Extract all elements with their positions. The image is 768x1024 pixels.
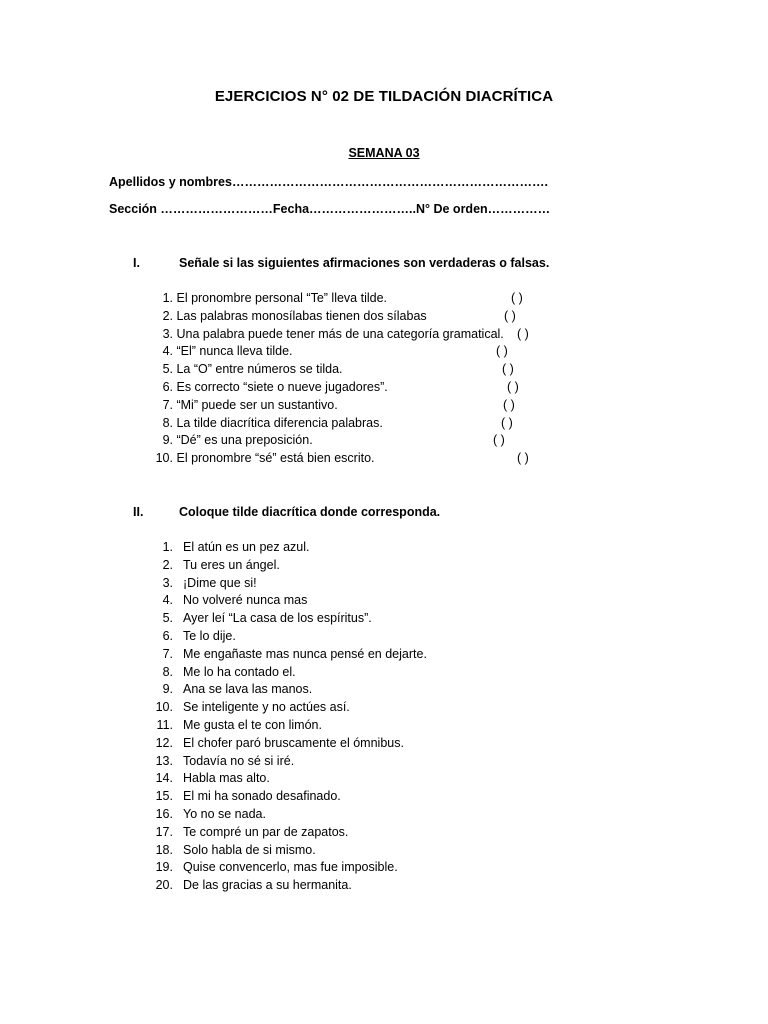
item-text: La “O” entre números se tilda. [176,362,343,377]
item-number: 1. [162,540,173,554]
list-item [154,770,270,788]
answer-parentheses[interactable]: ( ) [507,379,519,394]
answer-parentheses[interactable]: ( ) [502,362,514,377]
item-text: Me lo ha contado el. [183,664,296,679]
item-number: 5. [162,611,173,626]
item-text: Ana se lava las manos. [183,682,313,697]
list-item [154,575,257,593]
section-1-list [154,290,529,468]
item-number: 18. [155,842,173,857]
item-text: Solo habla de si mismo. [183,842,316,857]
item-number: 4. [162,344,173,359]
item-number: 12. [155,735,173,750]
list-item [154,361,514,379]
item-text: Quise convencerlo, mas fue imposible. [183,860,398,875]
list-item [154,539,310,557]
list-item [154,788,341,806]
item-number: 13. [155,753,173,768]
item-text: No volveré nunca mas [183,593,308,608]
item-text: Tu eres un ángel. [183,557,280,572]
item-number: 3. [162,575,173,590]
item-text: Me engañaste mas nunca pensé en dejarte. [183,646,427,661]
item-text: El pronombre “sé” está bien escrito. [176,451,375,466]
item-number: 10. [155,451,173,466]
item-text: “El” nunca lleva tilde. [176,344,293,359]
item-number: 6. [162,628,173,643]
item-text: El pronombre personal “Te” lleva tilde. [176,291,388,305]
list-item [154,592,308,610]
list-item [154,379,519,397]
section-1-number: I. [133,256,140,270]
item-number: 3. [162,326,173,341]
week-label: SEMANA 03 [348,146,420,160]
list-item [154,877,352,895]
item-text: Yo no se nada. [183,806,266,821]
item-number: 16. [155,806,173,821]
item-text: Las palabras monosílabas tienen dos sílabas [176,308,427,323]
item-text: Todavía no sé si iré. [183,753,295,768]
item-number: 11. [156,717,173,732]
item-number: 8. [162,415,173,430]
list-item [154,308,516,326]
item-number: 1. [162,291,173,305]
item-text: Te lo dije. [183,628,236,643]
item-text: El chofer paró bruscamente el ómnibus. [183,735,404,750]
item-number: 7. [162,646,173,661]
item-number: 9. [162,433,173,448]
item-text: ¡Dime que si! [183,575,257,590]
item-text: Te compré un par de zapatos. [183,824,349,839]
list-item [154,859,398,877]
answer-parentheses[interactable]: ( ) [517,326,529,341]
item-number: 17. [155,824,173,839]
answer-parentheses[interactable]: ( ) [504,308,516,323]
list-item [154,610,372,628]
item-text: El atún es un pez azul. [183,540,310,554]
item-text: Una palabra puede tener más de una categoría gramatical. [176,326,504,341]
answer-parentheses[interactable]: ( ) [493,433,505,448]
list-item [154,717,322,735]
list-item [154,397,515,415]
item-text: El mi ha sonado desafinado. [183,789,341,804]
list-item [154,450,529,468]
item-text: Es correcto “siete o nueve jugadores”. [176,379,388,394]
answer-parentheses[interactable]: ( ) [511,291,523,305]
item-number: 19. [155,860,173,875]
answer-parentheses[interactable]: ( ) [517,451,529,466]
list-item [154,343,508,361]
item-number: 7. [162,397,173,412]
answer-parentheses[interactable]: ( ) [501,415,513,430]
item-text: De las gracias a su hermanita. [183,878,352,893]
list-item [154,432,504,450]
list-item [154,646,427,664]
list-item [154,290,523,308]
item-number: 9. [162,682,173,697]
section-2-list [154,539,427,895]
item-number: 20. [155,878,173,893]
list-item [154,628,236,646]
item-number: 4. [162,593,173,608]
item-number: 5. [162,362,173,377]
list-item [154,735,404,753]
item-number: 10. [155,700,173,715]
item-text: Me gusta el te con limón. [183,717,322,732]
answer-parentheses[interactable]: ( ) [496,344,508,359]
list-item [154,699,350,717]
item-text: “Mi” puede ser un sustantivo. [176,397,338,412]
page-title: EJERCICIOS N° 02 DE TILDACIÓN DIACRÍTICA [214,88,554,105]
list-item [154,806,266,824]
item-number: 8. [162,664,173,679]
list-item [154,753,295,771]
section-1-instruction: Señale si las siguientes afirmaciones son verdaderas o falsas. [179,256,550,270]
item-number: 2. [162,557,173,572]
item-number: 15. [155,789,173,804]
list-item [154,664,296,682]
item-text: “Dé” es una preposición. [176,433,313,448]
item-number: 2. [162,308,173,323]
list-item [154,415,513,433]
item-number: 6. [162,379,173,394]
section-2-number: II. [133,505,144,519]
item-text: Habla mas alto. [183,771,270,786]
item-number: 14. [155,771,173,786]
item-text: La tilde diacrítica diferencia palabras. [176,415,383,430]
answer-parentheses[interactable]: ( ) [503,397,515,412]
section-date-order-line: Sección ………………………Fecha……………………..N° De orden…………… [109,202,551,216]
name-field-line: Apellidos y nombres…………………………………………………………………. [109,175,548,189]
list-item [154,842,316,860]
list-item [154,557,280,575]
list-item [154,824,349,842]
item-text: Ayer leí “La casa de los espíritus”. [183,611,372,626]
list-item [154,681,313,699]
list-item [154,326,529,344]
item-text: Se inteligente y no actúes así. [183,700,350,715]
section-2-instruction: Coloque tilde diacrítica donde corresponda. [179,505,441,519]
